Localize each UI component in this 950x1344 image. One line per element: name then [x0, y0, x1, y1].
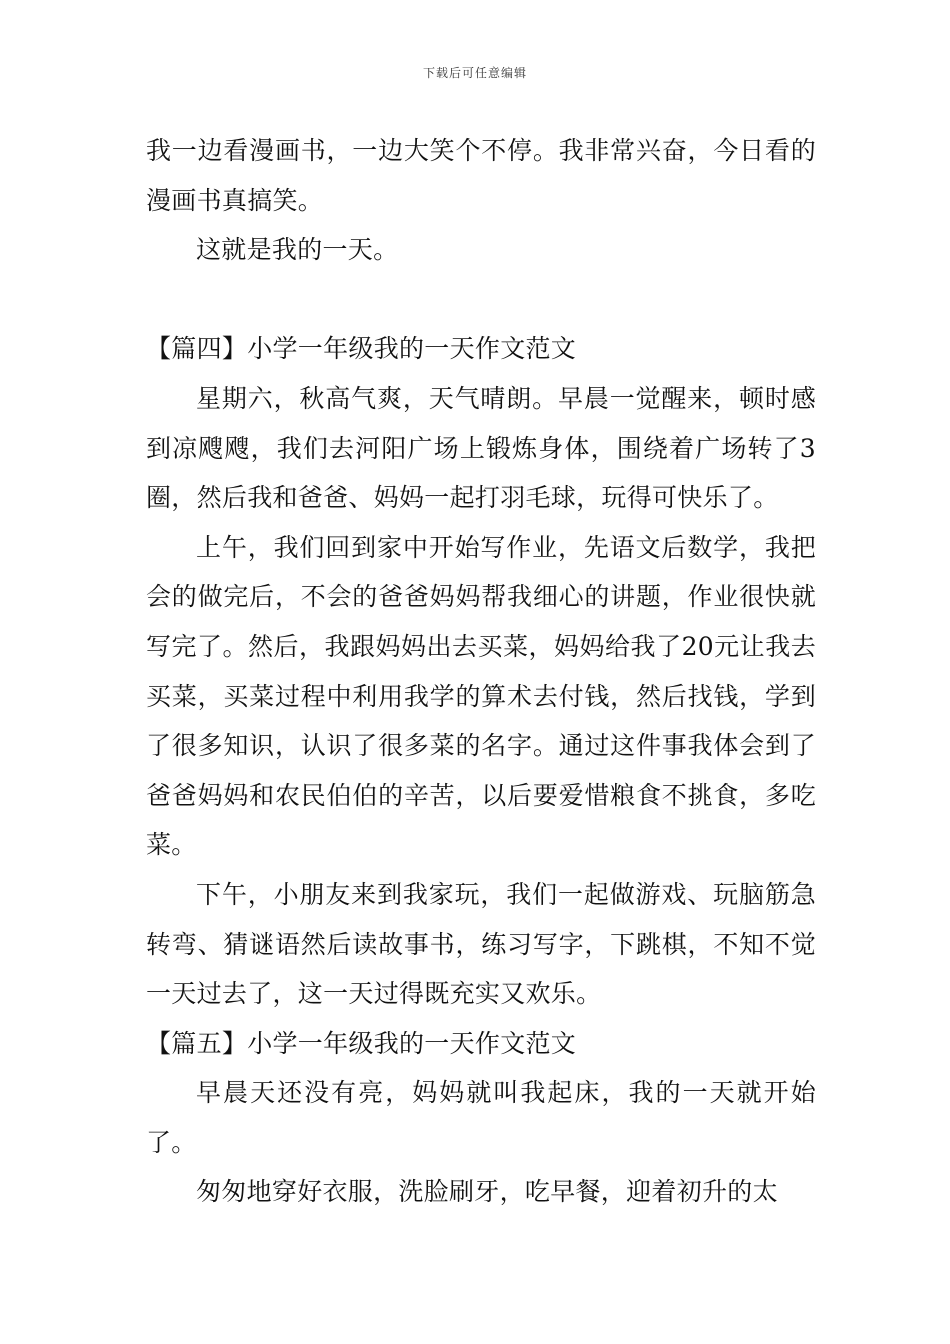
section-heading-5: 【篇五】小学一年级我的一天作文范文: [146, 1028, 577, 1058]
paragraph-spacer: [146, 275, 816, 325]
paragraph: 下午，小朋友来到我家玩，我们一起做游戏、玩脑筋急转弯、猜谜语然后读故事书，练习写字，下跳棋，不知不觉一天过去了，这一天过得既充实又欢乐。: [146, 879, 816, 1009]
paragraph: 上午，我们回到家中开始写作业，先语文后数学，我把会的做完后，不会的爸爸妈妈帮我细心的讲题，作业很快就写完了。然后，我跟妈妈出去买菜，妈妈给我了20元让我去买菜，买菜过程中利用我学的算术去付钱，然后找钱，学到了很多知识，认识了很多菜的名字。通过这件事我体会到了爸爸妈妈和农民伯伯的辛苦，以后要爱惜粮食不挑食，多吃菜。: [146, 532, 816, 860]
paragraph-closing: 这就是我的一天。: [196, 235, 399, 265]
section-heading-4: 【篇四】小学一年级我的一天作文范文: [146, 334, 577, 364]
paragraph-continued: 我一边看漫画书，一边大笑个不停。我非常兴奋，今日看的漫画书真搞笑。: [146, 136, 816, 215]
paragraph: 星期六，秋高气爽，天气晴朗。早晨一觉醒来，顿时感到凉飕飕，我们去河阳广场上锻炼身体，围绕着广场转了3圈，然后我和爸爸、妈妈一起打羽毛球，玩得可快乐了。: [146, 383, 816, 513]
paragraph: 早晨天还没有亮，妈妈就叫我起床，我的一天就开始了。: [146, 1078, 816, 1157]
paragraph-truncated: 匆匆地穿好衣服，洗脸刷牙，吃早餐，迎着初升的太: [196, 1177, 778, 1207]
page-header-note: 下载后可任意编辑: [422, 66, 527, 80]
document-body: [146, 126, 816, 1217]
